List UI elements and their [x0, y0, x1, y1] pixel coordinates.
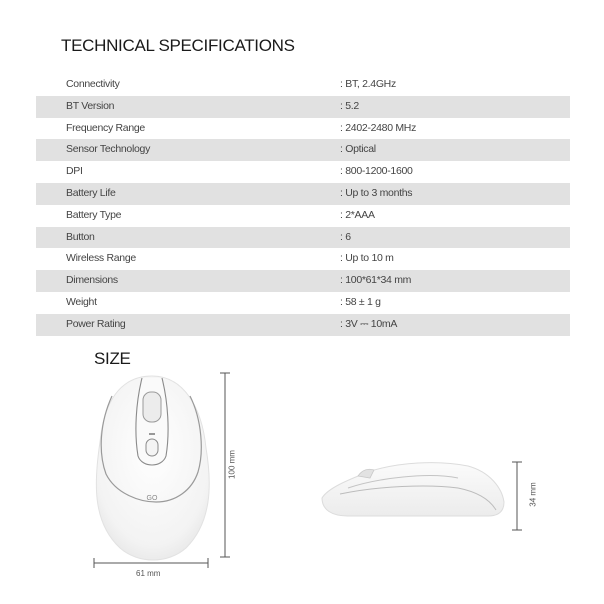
spec-row: [36, 118, 570, 140]
mouse-side-view-image: [318, 458, 508, 520]
spec-row: [36, 96, 570, 118]
spec-value: : 100*61*34 mm: [340, 274, 412, 287]
brand-logo: GO: [146, 495, 158, 502]
width-dimension-line: [93, 558, 209, 568]
spec-label: Button: [66, 230, 95, 243]
width-label: 61 mm: [136, 569, 161, 578]
spec-label: Wireless Range: [66, 252, 136, 265]
height-dimension-line: [511, 461, 523, 531]
spec-row: [36, 161, 570, 183]
spec-label: Connectivity: [66, 78, 120, 90]
spec-row: [36, 270, 570, 292]
spec-row: [36, 292, 570, 314]
spec-row: [36, 248, 570, 270]
spec-row: [36, 227, 570, 249]
spec-row: [36, 205, 570, 227]
size-title: SIZE: [94, 349, 131, 368]
spec-label: Battery Type: [66, 208, 122, 221]
spec-row: [36, 139, 570, 161]
mouse-top-view-image: [90, 372, 215, 562]
spec-value: : 58 ± 1 g: [340, 295, 381, 308]
spec-label: Power Rating: [66, 317, 126, 330]
spec-label: BT Version: [66, 99, 115, 112]
spec-value: : Up to 10 m: [340, 252, 394, 265]
spec-value: : 800-1200-1600: [340, 165, 413, 178]
spec-row: [36, 74, 570, 96]
spec-value: : 2402-2480 MHz: [340, 121, 417, 134]
spec-value: : 2*AAA: [340, 208, 375, 221]
spec-label: Sensor Technology: [66, 143, 151, 156]
spec-label: DPI: [66, 165, 83, 178]
page-title: TECHNICAL SPECIFICATIONS: [61, 36, 295, 55]
spec-row: [36, 314, 570, 336]
height-label: 34 mm: [528, 482, 538, 507]
spec-label: Dimensions: [66, 274, 118, 287]
spec-label: Weight: [66, 295, 97, 308]
spec-value: : Optical: [340, 143, 376, 156]
spec-value: : BT, 2.4GHz: [340, 78, 396, 90]
spec-row: [36, 183, 570, 205]
spec-value: : 5.2: [340, 99, 359, 112]
spec-value: : Up to 3 months: [340, 186, 413, 199]
length-label: 100 mm: [227, 450, 237, 479]
spec-label: Frequency Range: [66, 121, 145, 134]
spec-value: : 6: [340, 230, 351, 243]
spec-label: Battery Life: [66, 186, 116, 199]
spec-table: [36, 74, 570, 336]
spec-value: : 3V ⎓ 10mA: [340, 317, 398, 330]
